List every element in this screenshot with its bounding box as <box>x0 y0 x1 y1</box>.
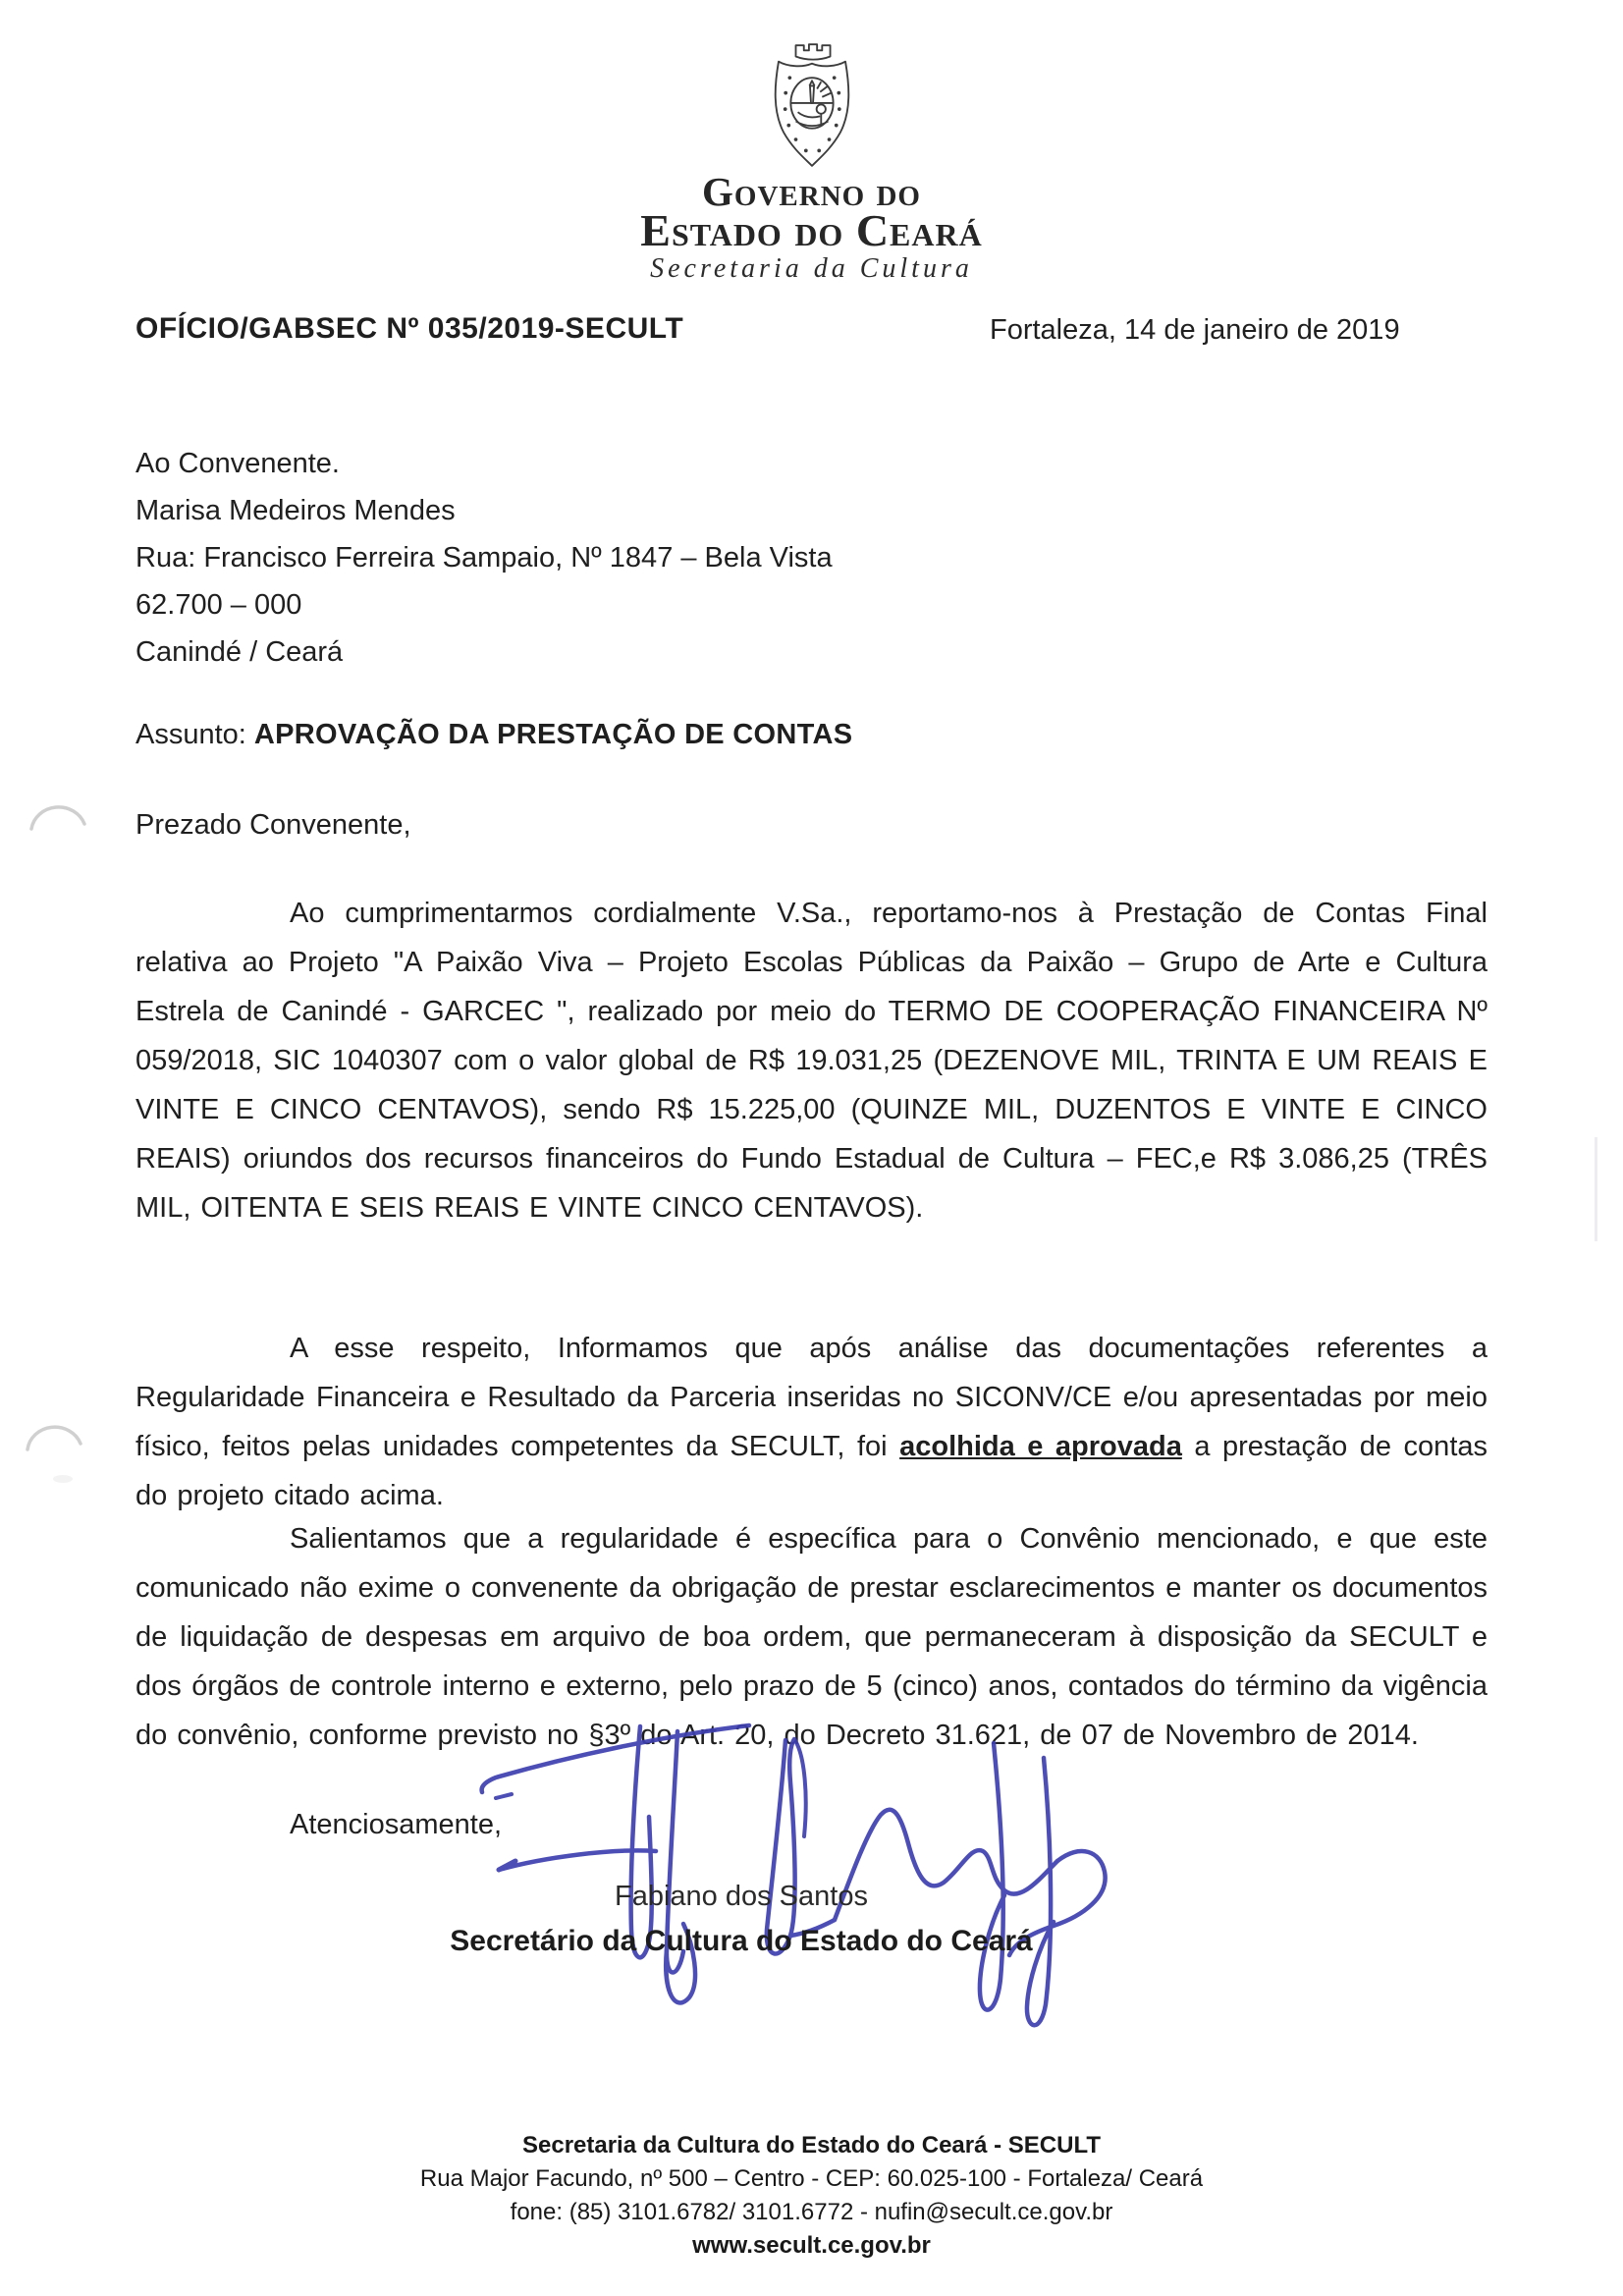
subject-line <box>135 719 852 751</box>
scan-edge-artifact <box>1595 1137 1597 1241</box>
footer-org-name: Secretaria da Cultura do Estado do Ceará - SECULT <box>521 2132 1102 2159</box>
signature-block <box>135 1874 1347 1964</box>
recipient-line: Ao Convenente. <box>135 448 340 479</box>
salutation: Prezado Convenente, <box>135 809 411 841</box>
org-name-line1: Governo do <box>702 169 921 214</box>
subject-label: Assunto: <box>135 719 254 750</box>
body-paragraph-3: Salientamos que a regularidade é específica para o Convênio mencionado, e que este comunicado não exime o convenente da obrigação de prestar esclarecimentos e manter os documentos de liquidação de despesas em arquivo de boa ordem, que permaneceram à disposição da SECULT e dos órgãos de controle interno e externo, pelo prazo de 5 (cinco) anos, contados do término da vigência do convênio, conforme previsto no §3º do Art. 20, do Decreto 31.621, de 07 de Novembro de 2014. <box>135 1523 1488 1751</box>
hole-punch-mark-top <box>27 792 90 837</box>
footer-website: www.secult.ce.gov.br <box>692 2232 931 2259</box>
footer-address: Rua Major Facundo, nº 500 – Centro - CEP: 60.025-100 - Fortaleza/ Ceará <box>419 2165 1204 2192</box>
recipient-line: Rua: Francisco Ferreira Sampaio, Nº 1847 – Bela Vista <box>135 542 833 574</box>
body-paragraph-2 <box>135 1324 1488 1520</box>
recipient-line: 62.700 – 000 <box>135 589 302 621</box>
document-reference-number: OFÍCIO/GABSEC Nº 035/2019-SECULT <box>135 312 684 345</box>
recipient-line: Marisa Medeiros Mendes <box>135 495 456 526</box>
recipient-address-block <box>135 440 833 676</box>
closing-word: Atenciosamente, <box>290 1809 503 1840</box>
place-and-date: Fortaleza, 14 de janeiro de 2019 <box>990 314 1400 346</box>
paragraph-text: A esse respeito, Informamos que após análise das documentações referentes a Regularidade Financeira e Resultado da Parceria inseridas no SICONV/CE e/ou apresentadas por meio físico, feitos pelas unidades competentes da SECULT, foi <box>135 1333 1488 1462</box>
recipient-line: Canindé / Ceará <box>135 636 344 668</box>
ceara-coat-of-arms-icon <box>761 39 863 171</box>
body-paragraph-1: Ao cumprimentarmos cordialmente V.Sa., reportamo-nos à Prestação de Contas Final relativa ao Projeto "A Paixão Viva – Projeto Escolas Públicas da Paixão – Grupo de Arte e Cultura Estrela de Canindé - GARCEC ", realizado por meio do TERMO DE COOPERAÇÃO FINANCEIRA Nº 059/2018, SIC 1040307 com o valor global de R$ 19.031,25 (DEZENOVE MIL, TRINTA E UM REAIS E VINTE E CINCO CENTAVOS), sendo R$ 15.225,00 (QUINZE MIL, DUZENTOS E VINTE E CINCO REAIS) oriundos dos recursos financeiros do Fundo Estadual de Cultura – FEC,e R$ 3.086,25 (TRÊS MIL, OITENTA E SEIS REAIS E VINTE CINCO CENTAVOS). <box>135 898 1488 1224</box>
hole-punch-mark-bottom <box>24 1410 92 1489</box>
subject-value: APROVAÇÃO DA PRESTAÇÃO DE CONTAS <box>253 719 853 750</box>
org-name-line2: Estado do Ceará <box>640 205 983 255</box>
signer-name: Fabiano dos Santos <box>615 1881 868 1912</box>
paragraph-text: a prestação de contas do projeto citado acima. <box>135 1431 1488 1511</box>
letter-footer <box>0 2129 1623 2263</box>
org-subtitle: Secretaria da Cultura <box>650 253 973 284</box>
approval-emphasis-text: acolhida e aprovada <box>899 1431 1182 1462</box>
letterhead <box>0 39 1623 285</box>
signer-title: Secretário da Cultura do Estado do Ceará <box>450 1925 1033 1957</box>
footer-phone-email: fone: (85) 3101.6782/ 3101.6772 - nufin@secult.ce.gov.br <box>510 2199 1113 2225</box>
